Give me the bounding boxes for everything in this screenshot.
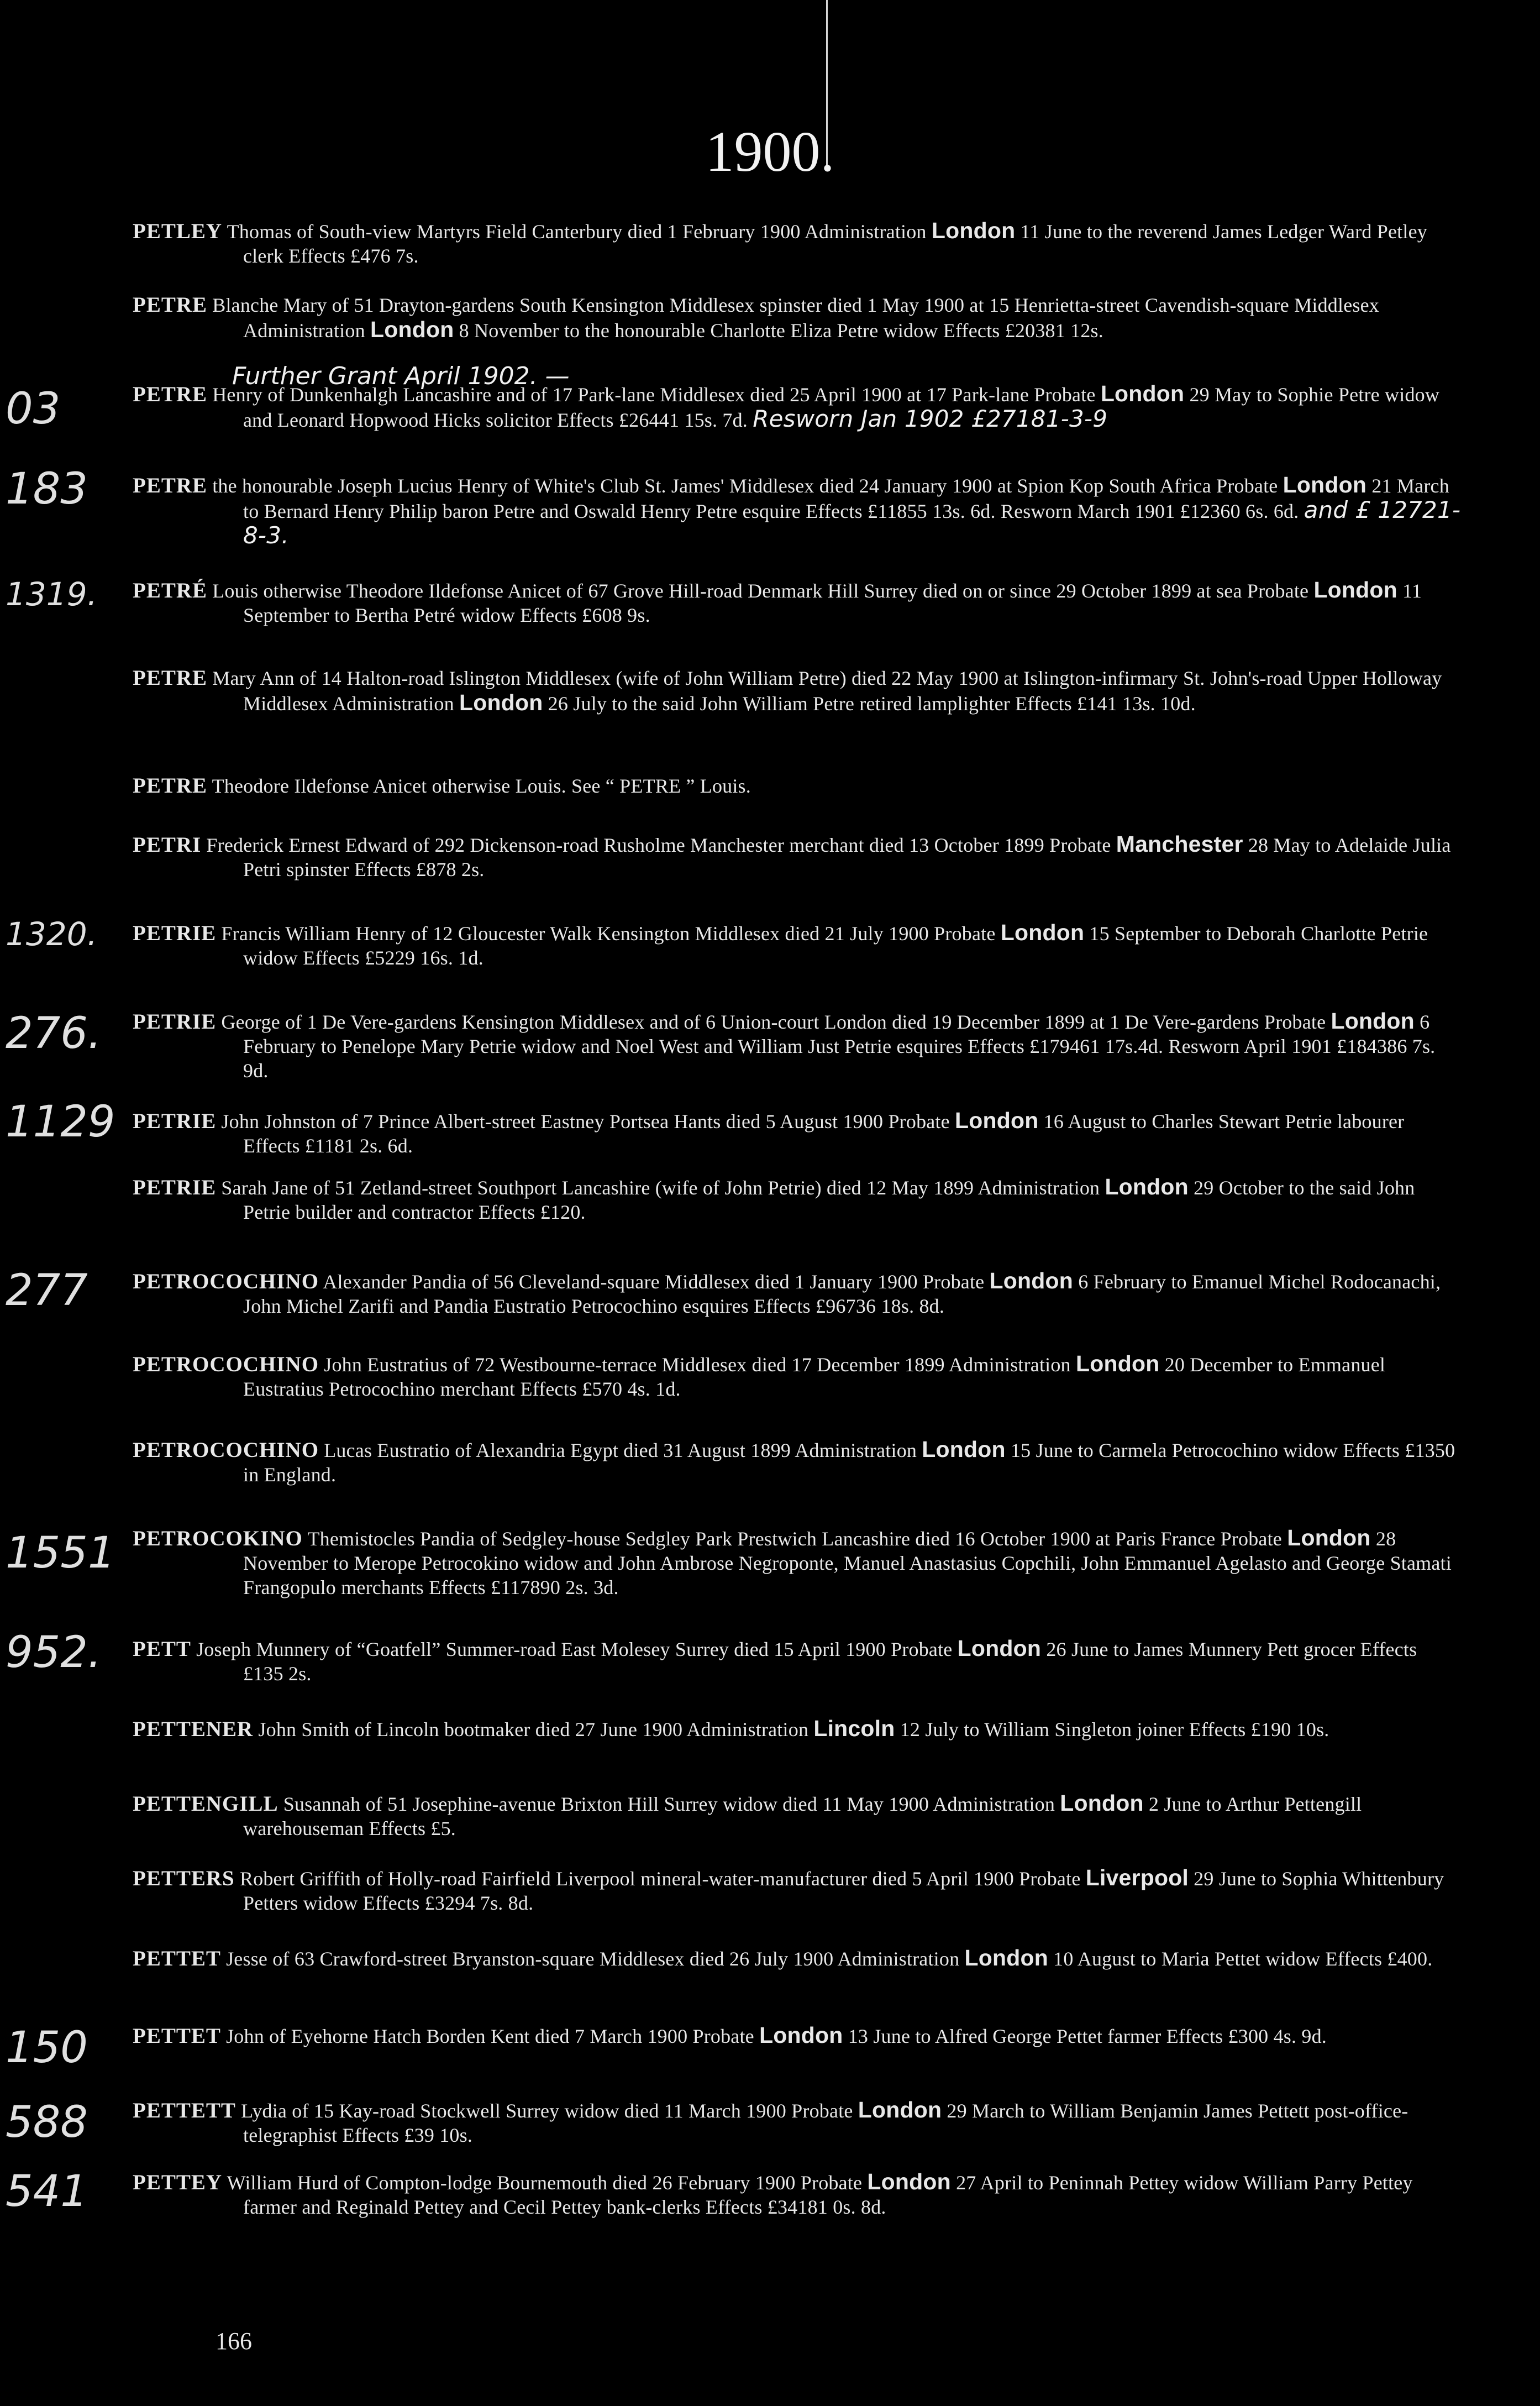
entry-text-b: 29 May to Sophie Petre widow and Leonard Hopwood Hicks solicitor Effects £26441 15s. 7d. xyxy=(243,384,1440,431)
register-entry xyxy=(133,1865,1462,1915)
entry-surname: PETROCOCHINO xyxy=(133,1353,319,1376)
entry-text-b: 10 August to Maria Pettet widow Effects £400. xyxy=(1053,1948,1433,1970)
register-entry xyxy=(133,1636,1462,1686)
entry-text-b: 21 March to Bernard Henry Philip baron Petre and Oswald Henry Petre esquire Effects £11855 13s. 6d. Resworn March 1901 £12360 6s. 6d. xyxy=(243,475,1449,522)
entry-registry-place: London xyxy=(1313,577,1397,602)
entry-surname: PETRE xyxy=(133,774,208,798)
entry-text-a: John Eustratius of 72 Westbourne-terrace Middlesex died 17 December 1899 Administration xyxy=(324,1354,1071,1376)
register-entry xyxy=(133,381,1462,432)
entry-registry-place: London xyxy=(1283,472,1367,497)
register-entry xyxy=(133,666,1462,716)
entry-surname: PETRE xyxy=(133,293,208,317)
margin-folio-number: 1551 xyxy=(6,1528,115,1578)
entry-surname: PETROCOCHINO xyxy=(133,1270,319,1293)
entry-text-a: George of 1 De Vere-gardens Kensington Middlesex and of 6 Union-court London died 19 December 1899 at 1 De Vere-gardens Probate xyxy=(221,1011,1326,1033)
entry-registry-place: London xyxy=(759,2022,843,2048)
entry-text-a: Sarah Jane of 51 Zetland-street Southport Lancashire (wife of John Petrie) died 12 May 1899 Administration xyxy=(221,1177,1100,1199)
entry-text-a: John of Eyehorne Hatch Borden Kent died 7 March 1900 Probate xyxy=(226,2025,754,2047)
entry-text-b: 28 May to Adelaide Julia Petri spinster Effects £878 2s. xyxy=(243,834,1451,880)
entry-registry-place: London xyxy=(459,690,543,715)
entry-surname: PETTENGILL xyxy=(133,1792,278,1816)
entry-surname: PETRE xyxy=(133,474,208,497)
register-entry xyxy=(133,473,1462,549)
entry-text-a: John Johnston of 7 Prince Albert-street Eastney Portsea Hants died 5 August 1900 Probate xyxy=(221,1110,950,1133)
entry-text-a: Louis otherwise Theodore Ildefonse Anicet of 67 Grove Hill-road Denmark Hill Surrey died on or since 29 October 1899 at sea Probate xyxy=(212,580,1309,602)
entry-registry-place: London xyxy=(964,1945,1048,1970)
entry-registry-place: London xyxy=(922,1437,1006,1462)
register-entry xyxy=(133,1009,1462,1083)
margin-folio-number: 1319. xyxy=(6,575,98,613)
margin-folio-number: 1320. xyxy=(6,915,98,953)
entry-surname: PETRE xyxy=(133,382,208,406)
entry-text-b: 26 July to the said John William Petre retired lamplighter Effects £141 13s. 10d. xyxy=(548,693,1196,715)
entry-surname: PETTEY xyxy=(133,2171,223,2194)
entry-text-a: Joseph Munnery of “Goatfell” Summer-road East Molesey Surrey died 15 April 1900 Probate xyxy=(196,1638,953,1660)
register-entry xyxy=(133,1716,1462,1742)
entry-text-a: Mary Ann of 14 Halton-road Islington Middlesex (wife of John William Petre) died 22 May 1900 at Islington-infirmary St. John's-road Upper Holloway Middlesex Administration xyxy=(212,667,1442,715)
entry-surname: PETRI xyxy=(133,833,202,857)
entry-text-a: Jesse of 63 Crawford-street Bryanston-square Middlesex died 26 July 1900 Administration xyxy=(226,1948,960,1970)
register-entry xyxy=(133,2098,1462,2147)
entry-surname: PETROCOKINO xyxy=(133,1527,303,1550)
entry-text-b: 20 December to Emmanuel Eustratius Petrocochino merchant Effects £570 4s. 1d. xyxy=(243,1354,1386,1400)
entry-surname: PETTET xyxy=(133,2024,221,2048)
register-entry xyxy=(133,578,1462,627)
entry-text-b: 11 June to the reverend James Ledger Ward Petley clerk Effects £476 7s. xyxy=(243,221,1427,267)
margin-folio-number: 541 xyxy=(6,2167,88,2216)
entry-registry-place: London xyxy=(931,218,1016,243)
margin-folio-number: 952. xyxy=(6,1628,102,1678)
register-entry xyxy=(133,1526,1462,1600)
entry-text-b: 8 November to the honourable Charlotte Eliza Petre widow Effects £20381 12s. xyxy=(459,319,1103,342)
entry-registry-place: Lincoln xyxy=(813,1716,895,1741)
entry-registry-place: London xyxy=(989,1268,1073,1293)
register-entry xyxy=(133,1268,1462,1318)
entry-registry-place: Manchester xyxy=(1116,831,1243,857)
register-entry xyxy=(133,920,1462,970)
entry-handwritten-note: Resworn Jan 1902 £27181-3-9 xyxy=(753,405,1108,432)
entry-text-a: John Smith of Lincoln bootmaker died 27 June 1900 Administration xyxy=(258,1718,809,1741)
register-entry xyxy=(133,832,1462,882)
entry-text-a: Theodore Ildefonse Anicet otherwise Louis. xyxy=(212,775,566,797)
entry-text-a: Frederick Ernest Edward of 292 Dickenson-road Rusholme Manchester merchant died 13 October 1899 Probate xyxy=(206,834,1111,856)
entry-text-b: 16 August to Charles Stewart Petrie labourer Effects £1181 2s. 6d. xyxy=(243,1110,1405,1157)
register-entry xyxy=(133,1946,1462,1971)
entry-registry-place: London xyxy=(1331,1008,1415,1034)
register-entry xyxy=(133,293,1462,343)
register-entry xyxy=(133,1351,1462,1401)
entry-surname: PETTENER xyxy=(133,1717,254,1741)
entry-surname: PETRE xyxy=(133,666,208,690)
entry-text-a: Alexander Pandia of 56 Cleveland-square Middlesex died 1 January 1900 Probate xyxy=(323,1271,985,1293)
entry-registry-place: London xyxy=(867,2169,951,2194)
entry-text-b: 15 June to Carmela Petrocochino widow Effects £1350 in England. xyxy=(243,1439,1455,1486)
handwritten-annotation: Further Grant April 1902. — xyxy=(232,362,570,390)
register-entry xyxy=(133,774,1462,798)
entry-registry-place: London xyxy=(1287,1525,1371,1550)
margin-folio-number: 588 xyxy=(6,2098,88,2147)
entry-text-b: 6 February to Emanuel Michel Rodocanachi, John Michel Zarifi and Pandia Eustratio Petrocochino esquires Effects £96736 18s. 8d. xyxy=(243,1271,1441,1317)
page-year: 1900. xyxy=(705,120,835,184)
margin-folio-number: 150 xyxy=(6,2023,88,2073)
entry-text-a: Thomas of South-view Martyrs Field Canterbury died 1 February 1900 Administration xyxy=(227,221,927,243)
entry-text-b: 26 June to James Munnery Pett grocer Effects £135 2s. xyxy=(243,1638,1417,1685)
entry-surname: PETROCOCHINO xyxy=(133,1438,319,1462)
entry-handwritten-note: and £ 12721-8-3. xyxy=(243,496,1461,549)
page-number: 166 xyxy=(216,2328,252,2355)
entry-registry-place: Liverpool xyxy=(1085,1865,1189,1890)
entry-text-b: 29 March to William Benjamin James Pettett post-office-telegraphist Effects £39 10s. xyxy=(243,2100,1408,2146)
entry-text-b: 29 June to Sophia Whittenbury Petters widow Effects £3294 7s. 8d. xyxy=(243,1868,1444,1914)
entry-text-b: 15 September to Deborah Charlotte Petrie widow Effects £5229 16s. 1d. xyxy=(243,922,1428,969)
entry-text-b: See “ PETRE ” Louis. xyxy=(571,775,751,797)
entry-text-b: 12 July to William Singleton joiner Effects £190 10s. xyxy=(900,1718,1329,1741)
register-entry xyxy=(133,1437,1462,1487)
entry-text-a: Henry of Dunkenhalgh Lancashire and of 17 Park-lane Middlesex died 25 April 1900 at 17 Park-lane Probate xyxy=(212,384,1096,406)
entry-text-a: Susannah of 51 Josephine-avenue Brixton Hill Surrey widow died 11 May 1900 Administration xyxy=(283,1793,1055,1815)
entry-text-a: Francis William Henry of 12 Gloucester Walk Kensington Middlesex died 21 July 1900 Probate xyxy=(221,922,996,945)
entry-text-b: 6 February to Penelope Mary Petrie widow and Noel West and William Just Petrie esquires Effects £179461 17s.4d. Resworn April 1901 £184386 7s. 9d. xyxy=(243,1011,1436,1082)
entry-text-b: 2 June to Arthur Pettengill warehouseman Effects £5. xyxy=(243,1793,1362,1839)
entry-registry-place: London xyxy=(1105,1174,1189,1199)
register-entry xyxy=(133,2169,1462,2219)
entry-text-a: Themistocles Pandia of Sedgley-house Sedgley Park Prestwich Lancashire died 16 October 1900 at Paris France Probate xyxy=(307,1528,1282,1550)
margin-folio-number: 276. xyxy=(6,1009,102,1058)
entry-surname: PETRIE xyxy=(133,1109,217,1133)
register-entry xyxy=(133,2023,1462,2048)
entry-text-a: Lucas Eustratio of Alexandria Egypt died 31 August 1899 Administration xyxy=(324,1439,917,1461)
entry-registry-place: London xyxy=(370,317,454,342)
margin-folio-number: 03 xyxy=(6,384,61,434)
entry-surname: PETRIE xyxy=(133,921,217,945)
entry-text-b: 27 April to Peninnah Pettey widow William Parry Pettey farmer and Reginald Pettey and Cecil Pettey bank-clerks Effects £34181 0s. 8d. xyxy=(243,2172,1413,2218)
register-entry xyxy=(133,1791,1462,1841)
entry-registry-place: London xyxy=(1100,381,1185,406)
entry-surname: PETRIE xyxy=(133,1010,217,1034)
entry-text-a: William Hurd of Compton-lodge Bournemouth died 26 February 1900 Probate xyxy=(227,2172,863,2194)
entry-text-a: Robert Griffith of Holly-road Fairfield Liverpool mineral-water-manufacturer died 5 April 1900 Probate xyxy=(239,1868,1081,1890)
register-entry xyxy=(133,1175,1462,1224)
entry-registry-place: London xyxy=(1075,1351,1160,1376)
entry-surname: PETTET xyxy=(133,1947,221,1970)
register-entry xyxy=(133,1108,1462,1158)
entry-registry-place: London xyxy=(955,1108,1039,1133)
entry-registry-place: London xyxy=(858,2097,942,2122)
entry-registry-place: London xyxy=(1000,920,1085,945)
margin-folio-number: 277 xyxy=(6,1266,88,1315)
entry-surname: PETTETT xyxy=(133,2099,236,2122)
register-entry xyxy=(133,218,1462,268)
entry-text-b: 13 June to Alfred George Pettet farmer Effects £300 4s. 9d. xyxy=(848,2025,1327,2047)
entry-registry-place: London xyxy=(957,1636,1042,1661)
entry-surname: PETRÉ xyxy=(133,579,208,602)
entry-text-b: 11 September to Bertha Petré widow Effects £608 9s. xyxy=(243,580,1422,626)
entry-surname: PETRIE xyxy=(133,1176,217,1199)
entry-registry-place: London xyxy=(1060,1790,1144,1816)
margin-folio-number: 183 xyxy=(6,464,88,514)
entry-surname: PETLEY xyxy=(133,219,223,243)
entry-text-b: 28 November to Merope Petrocokino widow and John Ambrose Negroponte, Manuel Anastasius Copchili, John Emmanuel Agelasto and George Stamati Frangopulo merchants Effects £117890 2s. 3d. xyxy=(243,1528,1452,1598)
entry-surname: PETT xyxy=(133,1637,191,1661)
entry-text-a: Lydia of 15 Kay-road Stockwell Surrey widow died 11 March 1900 Probate xyxy=(241,2100,853,2122)
entry-surname: PETTERS xyxy=(133,1867,235,1890)
entry-text-a: the honourable Joseph Lucius Henry of White's Club St. James' Middlesex died 24 January 1900 at Spion Kop South Africa Probate xyxy=(212,475,1278,497)
entry-text-a: Blanche Mary of 51 Drayton-gardens South Kensington Middlesex spinster died 1 May 1900 at 15 Henrietta-street Cavendish-square Middlesex Administration xyxy=(212,294,1379,342)
entry-text-b: 29 October to the said John Petrie builder and contractor Effects £120. xyxy=(243,1177,1415,1223)
margin-folio-number: 1129 xyxy=(6,1097,115,1147)
